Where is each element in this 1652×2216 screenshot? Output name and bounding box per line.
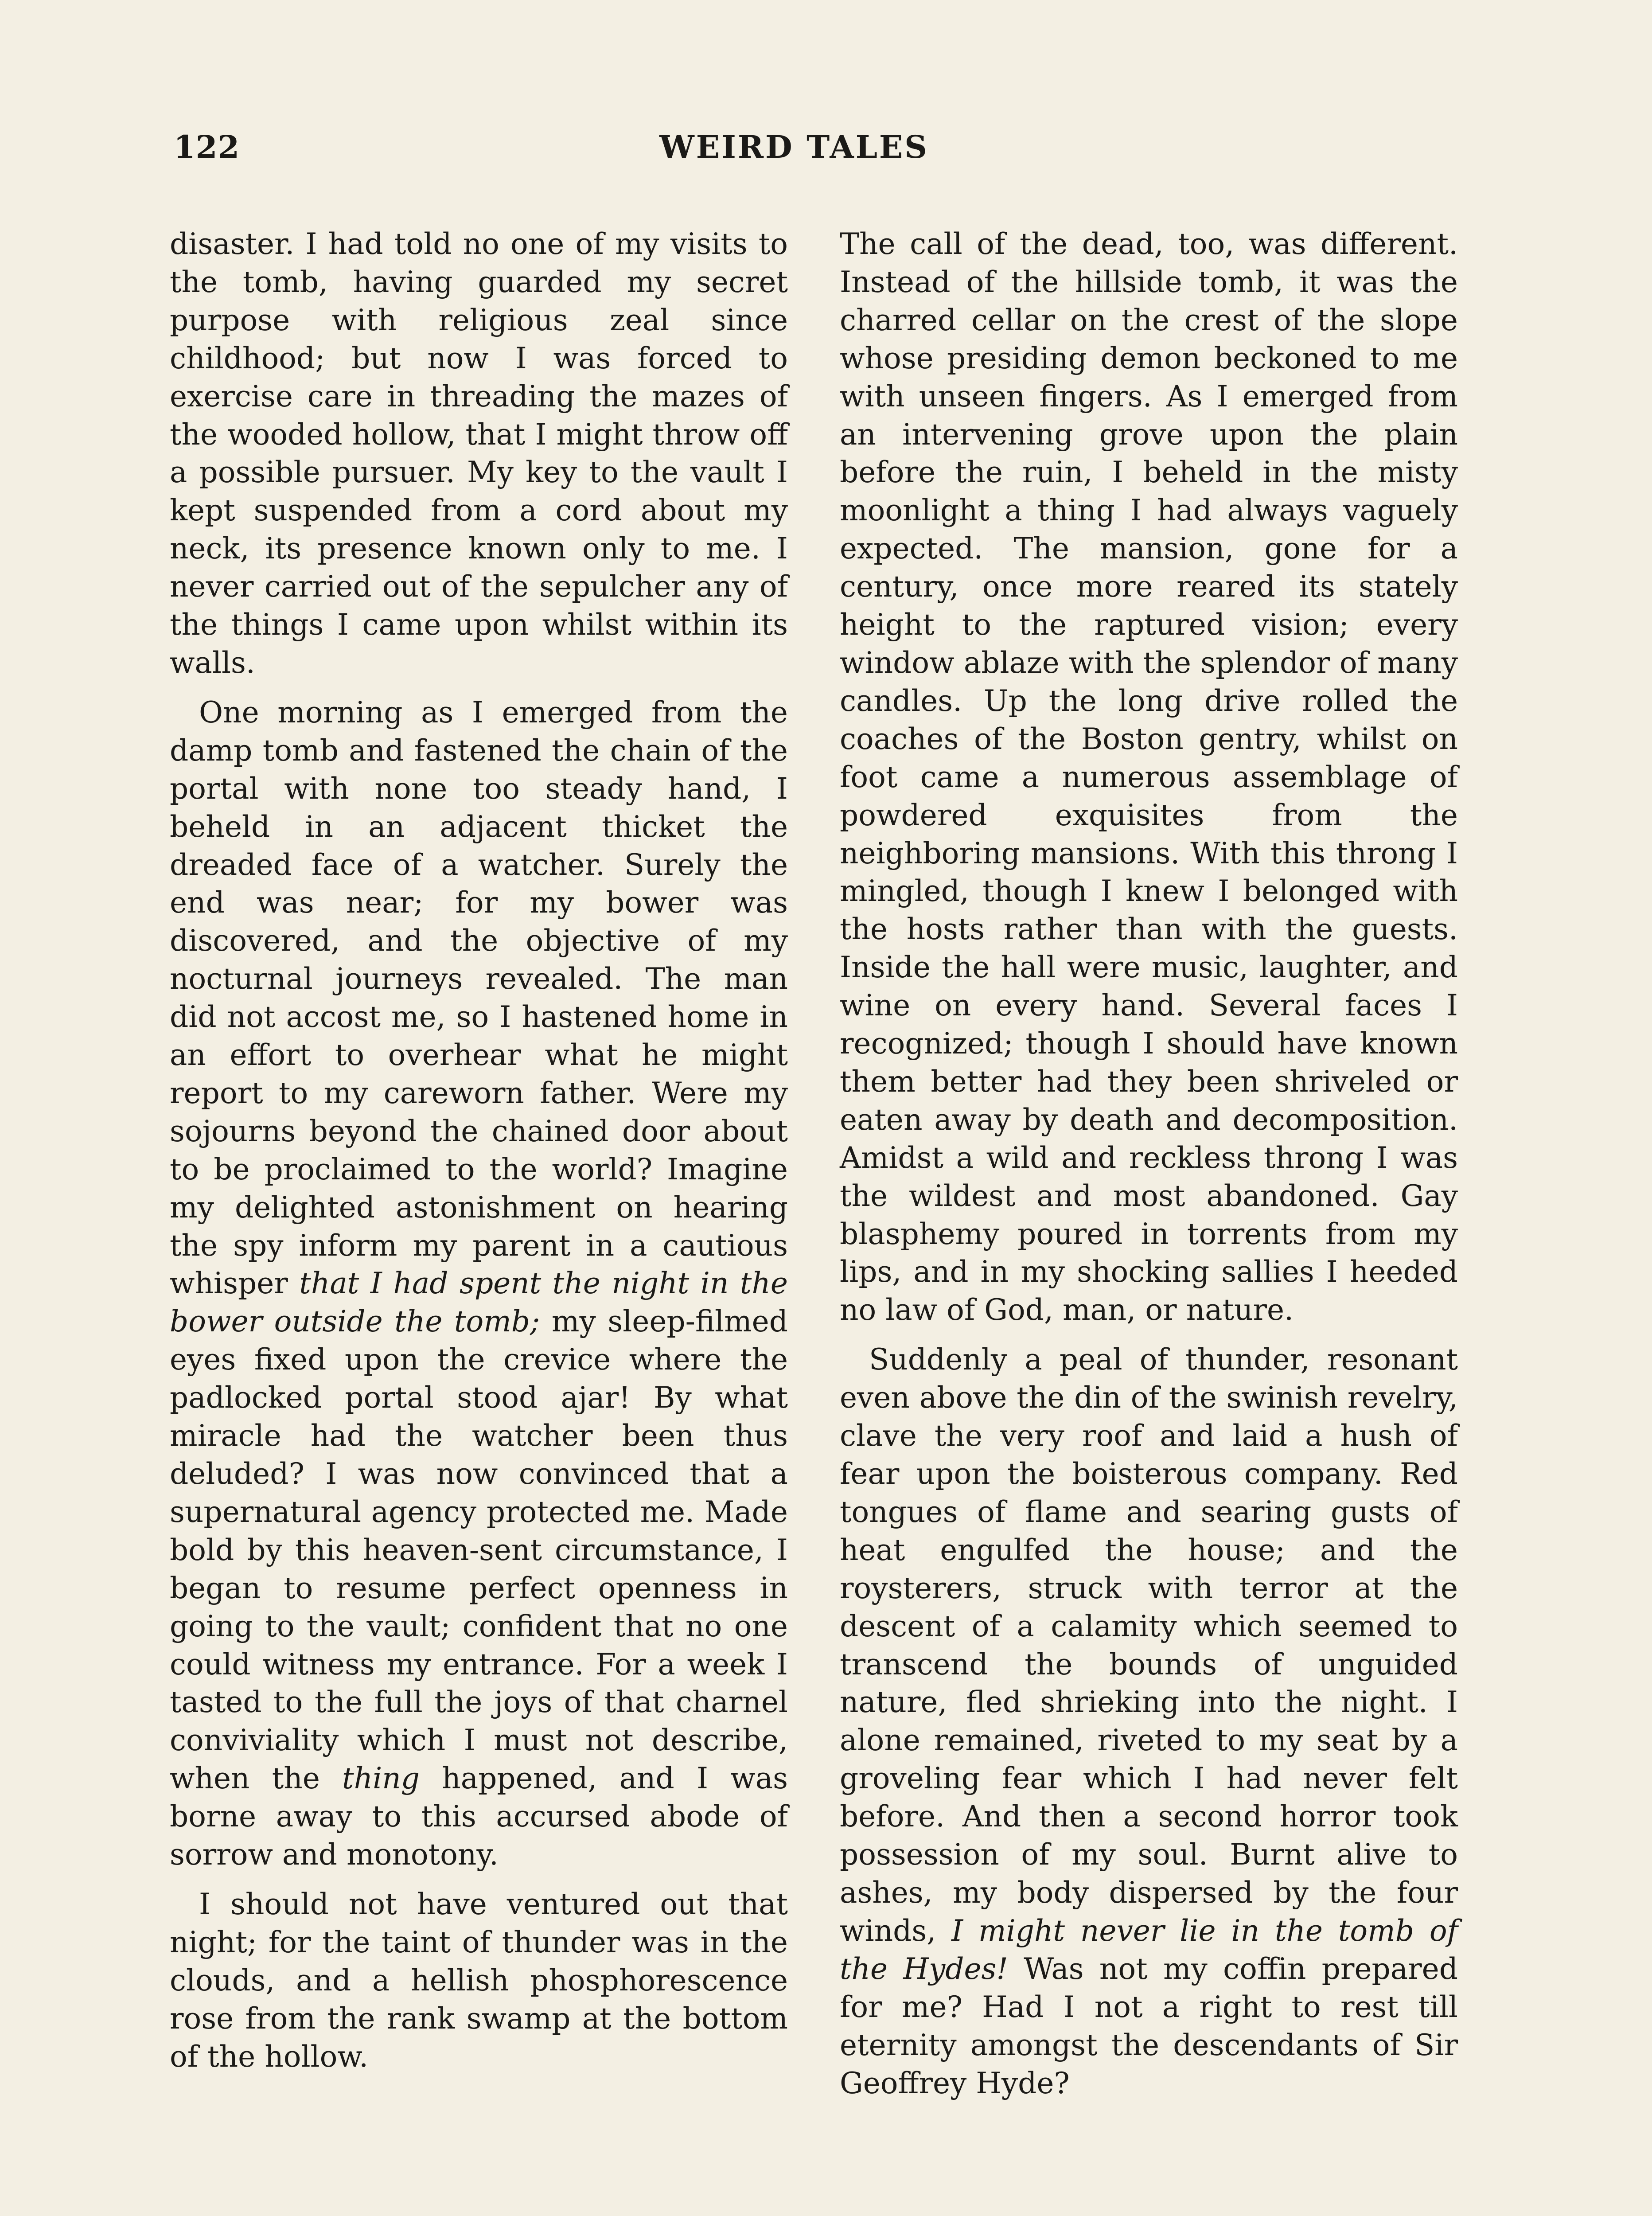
right-paragraph-2: [840, 1341, 1458, 2102]
left-p2-text-a: One morning as I emerged from the damp tomb and fastened the chain of the portal with none too steady hand, I beheld in an adjacent thicket the dreaded face of a watcher. Surely the end was near; for my bower was discovered, and the objective of my nocturnal journeys revealed. The man did not accost me, so I hastened home in an effort to overhear what he might report to my careworn father. Were my sojourns beyond the chained door about to be proclaimed to the world? Imagine my delighted astonishment on hearing the spy inform my parent in a cautious whisper: [170, 695, 788, 1301]
left-column: [170, 225, 788, 2087]
left-paragraph-1: disaster. I had told no one of my visits to the tomb, having guarded my secret purpose with religious zeal since childhood; but now I was forced to exercise care in threading the mazes of the wooded hollow, that I might throw off a possible pursuer. My key to the vault I kept suspended from a cord about my neck, its presence known only to me. I never carried out of the sepulcher any of the things I came upon whilst within its walls.: [170, 227, 788, 680]
left-p2-italic: that I had spent the night in the bower outside the tomb;: [170, 1266, 788, 1339]
right-p2-text-a: Suddenly a peal of thunder, resonant even above the din of the swinish revelry, clave the very roof and laid a hush of fear upon the boisterous company. Red tongues of flame and searing gusts of heat engulfed the house; and the roysterers, struck with terror at the descent of a calamity which seemed to transcend the bounds of unguided nature, fled shrieking into the night. I alone remained, riveted to my seat by a groveling fear which I had never felt before. And then a second horror took possession of my soul. Burnt alive to ashes, my body dispersed by the four winds,: [840, 1342, 1458, 1948]
right-paragraph-1: The call of the dead, too, was different. Instead of the hillside tomb, it was the charred cellar on the crest of the slope whose presiding demon beckoned to me with unseen fingers. As I emerged from an intervening grove upon the plain before the ruin, I beheld in the misty moonlight a thing I had always vaguely expected. The mansion, gone for a century, once more reared its stately height to the raptured vision; every window ablaze with the splendor of many candles. Up the long drive rolled the coaches of the Boston gentry, whilst on foot came a numerous assemblage of powdered exquisites from the neighboring mansions. With this throng I mingled, though I knew I belonged with the hosts rather than with the guests. Inside the hall were music, laughter, and wine on every hand. Several faces I recognized; though I should have known them better had they been shriveled or eaten away by death and decomposition. Amidst a wild and reckless throng I was the wildest and most abandoned. Gay blasphemy poured in torrents from my lips, and in my shocking sallies I heeded no law of God, man, or nature.: [840, 227, 1458, 1327]
left-p2-text-c: happened, and I was borne away to this accursed abode of sorrow and monotony.: [170, 1761, 788, 1872]
right-p2-text-b: Was not my coffin prepared for me? Had I not a right to rest till eternity amongst the descendants of Sir Geoffrey Hyde?: [840, 1951, 1458, 2100]
right-p2-italic: I might never lie in the tomb of the Hydes!: [840, 1913, 1458, 1986]
right-column: [840, 225, 1458, 2114]
page-header: [174, 129, 1414, 177]
magazine-title: WEIRD TALES: [659, 129, 929, 165]
left-paragraph-3: I should not have ventured out that night; for the taint of thunder was in the clouds, and a hellish phosphorescence rose from the rank swamp at the bottom of the hollow.: [170, 1887, 788, 2074]
left-p2-italic-2: thing: [342, 1761, 420, 1796]
left-p2-text-b: my sleep-filmed eyes fixed upon the crevice where the padlocked portal stood ajar! By what miracle had the watcher been thus deluded? I was now convinced that a supernatural agency protected me. Made bold by this heaven-sent circumstance, I began to resume perfect openness in going to the vault; confident that no one could witness my entrance. For a week I tasted to the full the joys of that charnel conviviality which I must not describe, when the: [170, 1304, 788, 1796]
left-paragraph-2: [170, 694, 788, 1874]
page-number: 122: [174, 129, 240, 165]
